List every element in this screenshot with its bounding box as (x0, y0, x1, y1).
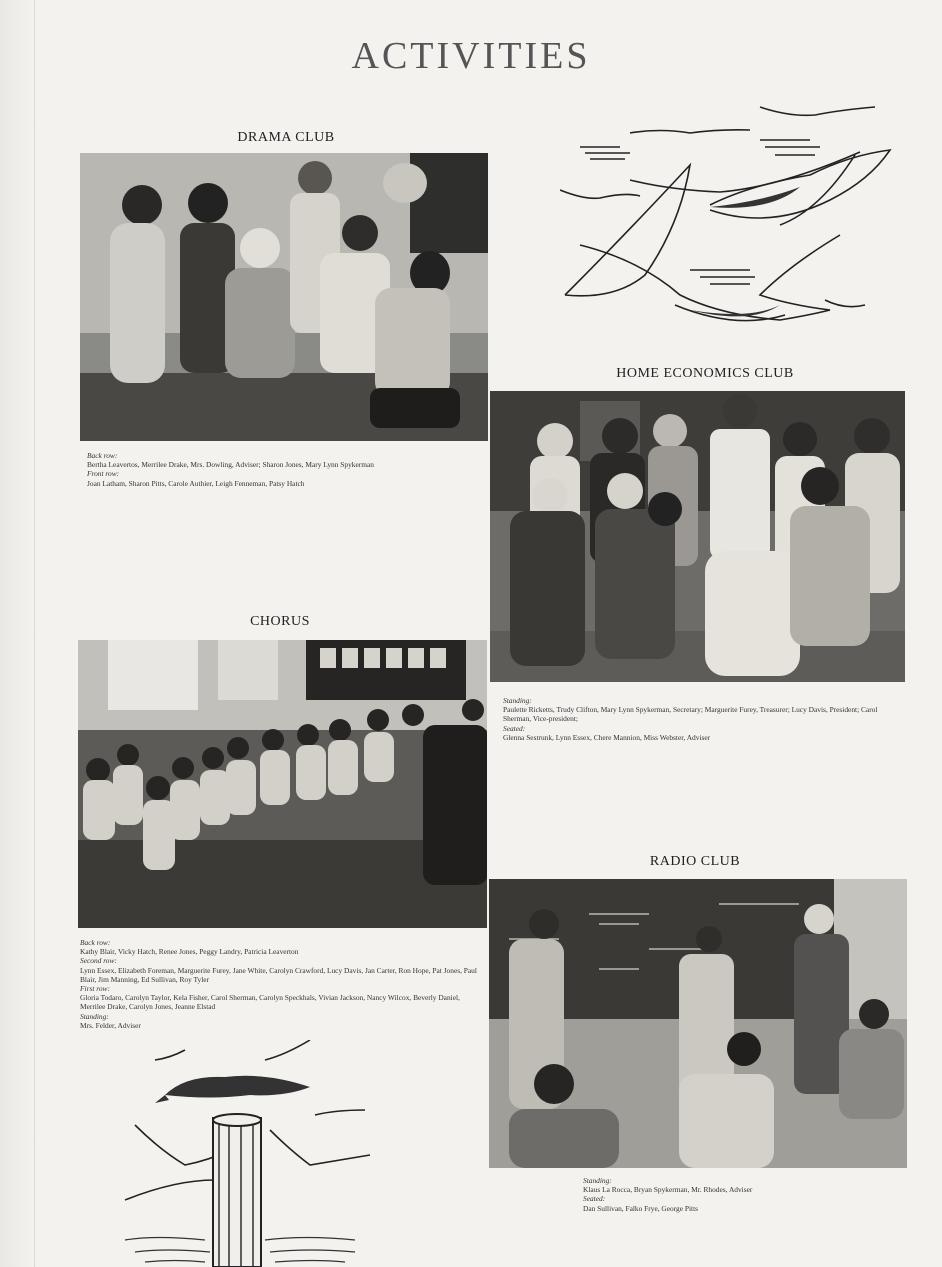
first-row-label: First row: (80, 984, 110, 994)
front-row-label: Front row: (87, 469, 120, 479)
radio-club-photo (489, 879, 907, 1168)
page-spine (0, 0, 35, 1267)
chorus-caption (80, 938, 480, 1030)
back-row-label: Back row: (87, 451, 118, 460)
drama-club-caption (87, 451, 482, 488)
seated-names: Dan Sullivan, Falko Frye, George Pitts (583, 1203, 699, 1213)
seagulls-illustration (560, 95, 905, 340)
standing-names: Mrs. Felder, Adviser (80, 1020, 141, 1030)
front-row-names: Joan Latham, Sharon Pitts, Carole Authier, Leigh Fenneman, Patsy Hatch (87, 478, 305, 488)
home-economics-club-caption (503, 696, 903, 742)
page-title: ACTIVITIES (351, 35, 591, 77)
home-economics-club-photo (490, 391, 905, 682)
standing-label: Standing: (583, 1176, 612, 1185)
radio-club-caption (583, 1176, 903, 1213)
second-row-names: Lynn Essex, Elizabeth Foreman, Marguerite Furey, Jane White, Carolyn Crawford, Lucy Davis, Jan Carter, Ron Hope, Pat Jones, Paul Blair, Jim Manning, Ed Sullivan, Roy Tyler (80, 965, 477, 984)
back-row-label: Back row: (80, 938, 111, 947)
drama-club-heading: DRAMA CLUB (237, 130, 335, 145)
radio-club-heading: RADIO CLUB (649, 854, 741, 869)
seated-names: Glenna Sestrunk, Lynn Essex, Chere Mannion, Miss Webster, Adviser (503, 732, 711, 742)
home-economics-club-heading: HOME ECONOMICS CLUB (616, 366, 794, 381)
chorus-heading: CHORUS (250, 614, 310, 629)
standing-names: Paulette Ricketts, Trudy Clifton, Mary Lynn Spykerman, Secretary; Marguerite Furey, Treasurer; Lucy Davis, President; Carol Sherman, Vice-president; (503, 705, 878, 724)
standing-names: Klaus La Rocca, Bryan Spykerman, Mr. Rhodes, Adviser (583, 1185, 753, 1195)
drama-club-photo (80, 153, 488, 441)
back-row-names: Kathy Blair, Vicky Hatch, Renee Jones, Peggy Landry, Patricia Leaverton (80, 947, 299, 957)
seated-label: Seated: (583, 1194, 606, 1204)
chorus-photo (78, 640, 487, 928)
first-row-names: Gloria Todaro, Carolyn Taylor, Kela Fisher, Carol Sherman, Carolyn Speckhals, Vivian Jackson, Nancy Wilcox, Beverly Daniel, Merrilee Drake, Carolyn Jones, Jeanne Elstad (80, 993, 460, 1012)
back-row-names: Bertha Leavertos, Merrilee Drake, Mrs. Dowling, Adviser; Sharon Jones, Mary Lynn Spykerman (87, 460, 374, 470)
seated-label: Seated: (503, 723, 526, 733)
standing-label: Standing: (80, 1011, 109, 1021)
second-row-label: Second row: (80, 956, 117, 966)
standing-label: Standing: (503, 696, 532, 705)
gull-on-piling-illustration (105, 1040, 385, 1267)
